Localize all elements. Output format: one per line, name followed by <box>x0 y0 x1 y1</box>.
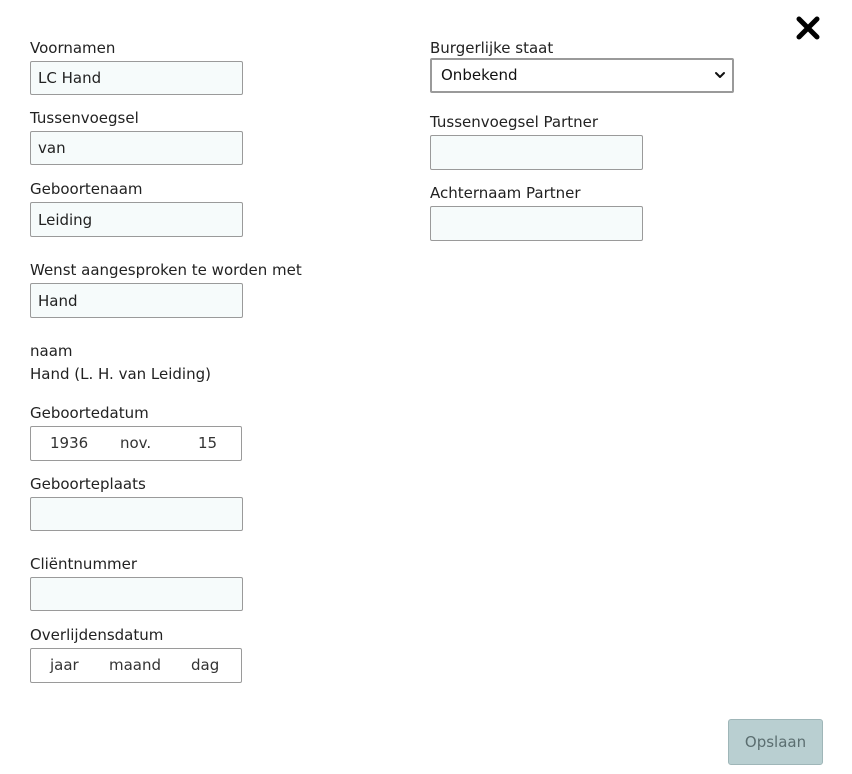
achternaam-partner-label: Achternaam Partner <box>430 184 581 202</box>
geboortedatum-day[interactable]: 15 <box>198 434 218 452</box>
voornamen-label: Voornamen <box>30 39 116 57</box>
tussenvoegsel-input[interactable] <box>30 131 243 165</box>
overlijdensdatum-day[interactable]: dag <box>191 656 220 674</box>
aanspreeknaam-label: Wenst aangesproken te worden met <box>30 261 302 279</box>
overlijdensdatum-label: Overlijdensdatum <box>30 626 164 644</box>
overlijdensdatum-input[interactable] <box>30 648 242 683</box>
chevron-down-icon <box>714 69 726 81</box>
tussenvoegsel-partner-input[interactable] <box>430 135 643 170</box>
burgerlijke-staat-select[interactable] <box>430 58 734 93</box>
tussenvoegsel-partner-label: Tussenvoegsel Partner <box>430 113 599 131</box>
save-button[interactable]: Opslaan <box>728 719 823 765</box>
naam-label: naam <box>30 342 73 360</box>
geboortenaam-input[interactable] <box>30 202 243 237</box>
geboorteplaats-label: Geboorteplaats <box>30 475 146 493</box>
geboortedatum-input[interactable] <box>30 426 242 461</box>
geboortedatum-label: Geboortedatum <box>30 404 149 422</box>
voornamen-input[interactable] <box>30 61 243 95</box>
overlijdensdatum-month[interactable]: maand <box>109 656 162 674</box>
burgerlijke-staat-label: Burgerlijke staat <box>430 39 554 57</box>
naam-value: Hand (L. H. van Leiding) <box>30 365 211 383</box>
achternaam-partner-input[interactable] <box>430 206 643 241</box>
clientnummer-input[interactable] <box>30 577 243 611</box>
burgerlijke-staat-selected: Onbekend <box>441 66 518 84</box>
clientnummer-label: Cliëntnummer <box>30 555 138 573</box>
overlijdensdatum-year[interactable]: jaar <box>50 656 79 674</box>
geboortedatum-year[interactable]: 1936 <box>50 434 89 452</box>
close-button[interactable] <box>794 14 822 42</box>
geboortedatum-month[interactable]: nov. <box>120 434 152 452</box>
close-icon <box>794 14 822 42</box>
aanspreeknaam-input[interactable] <box>30 283 243 318</box>
geboortenaam-label: Geboortenaam <box>30 180 143 198</box>
tussenvoegsel-label: Tussenvoegsel <box>30 109 139 127</box>
geboorteplaats-input[interactable] <box>30 497 243 531</box>
